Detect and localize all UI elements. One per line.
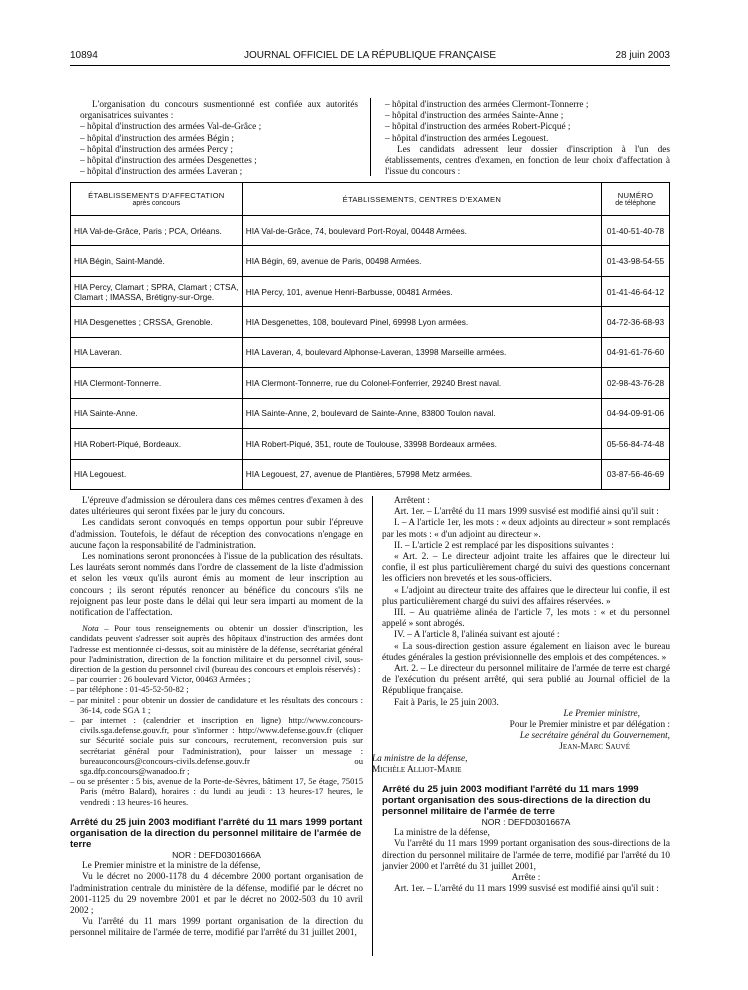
nota-item: – ou se présenter : 5 bis, avenue de la Porte-de-Sèvres, bâtiment 17, 5e étage, 75015 Paris (métro Balard), horaires : du lundi au jeudi : 13 heures-17 heures, le vendredi : 13 heures-16 heures. [70, 776, 363, 807]
cell-affectation: HIA Legouest. [71, 459, 243, 490]
nominations-paragraph: Les nominations seront prononcées à l'issue de la publication des résultats. Les lauréats seront nommés dans l'ordre de classement de la liste d'admission et selon les vœux qu'ils auront émis au moment de leur inscription au concours ; ils seront réputés renoncer au bénéfice du concours s'ils ne rejoignent pas leur poste dans le délai qui leur sera imparti au moment de la notification de l'affectation. [70, 552, 363, 619]
arrete-2-vu: Vu l'arrêté du 11 mars 1999 portant organisation des sous-directions de la direction du personnel militaire de l'armée de terre, modifié par l'arrêté du 10 janvier 2000 et l'arrêté du 31 juillet 2001, [382, 839, 670, 872]
cell-affectation: HIA Desgenettes ; CRSSA, Grenoble. [71, 307, 243, 337]
column-divider [370, 98, 371, 176]
table-row [71, 337, 670, 367]
table-row [71, 398, 670, 428]
quote-sous-direction: « La sous-direction gestion assure également en liaison avec le bureau études générales la gestion prévisionnelle des emplois et des compétences. » [382, 641, 670, 663]
list-item: – hôpital d'instruction des armées Desgenettes ; [80, 156, 257, 167]
column-divider [372, 496, 373, 956]
table-row [71, 246, 670, 276]
cell-affectation: HIA Sainte-Anne. [71, 398, 243, 428]
list-item: – hôpital d'instruction des armées Sainte-Anne ; [385, 111, 564, 122]
signature-title: Le Premier ministre, [563, 708, 640, 719]
cell-centre: HIA Desgenettes, 108, boulevard Pinel, 69998 Lyon armées. [242, 307, 601, 337]
table-row [71, 368, 670, 398]
admission-paragraph: L'épreuve d'admission se déroulera dans ces mêmes centres d'examen à des dates ultérieures qui seront fixées par le jury du concours. [70, 496, 363, 518]
cell-affectation: HIA Bégin, Saint-Mandé. [71, 246, 243, 276]
table-row [71, 459, 670, 490]
cell-telephone: 03-87-56-46-69 [602, 459, 670, 490]
bottom-left-column [70, 496, 363, 940]
signature-name: Jean-Marc Sauvé [559, 742, 630, 753]
paragraph-iii: III. – Au quatrième alinéa de l'article 7, les mots : « et du personnel appelé » sont abrogés. [382, 608, 670, 630]
convocation-paragraph: Les candidats seront convoqués en temps opportun pour subir l'épreuve d'admission. Toutefois, le défaut de réception des convocations n'engage en aucune façon la responsabilité de l'administration. [70, 518, 363, 551]
establishments-table [70, 182, 670, 490]
signature-secretary: Le secrétaire général du Gouvernement, [519, 731, 670, 742]
list-item: – hôpital d'instruction des armées Percy ; [80, 144, 233, 155]
article-2: Art. 2. – Le directeur du personnel militaire de l'armée de terre est chargé de l'exécution du présent arrêté, qui sera publié au Journal officiel de la République française. [382, 664, 670, 697]
cell-centre: HIA Bégin, 69, avenue de Paris, 00498 Armées. [242, 246, 601, 276]
paragraph-iv: IV. – A l'article 8, l'alinéa suivant est ajouté : [394, 630, 560, 641]
column-header-telephone: NUMÉRO de téléphone [602, 183, 670, 216]
cell-telephone: 02-98-43-76-28 [602, 368, 670, 398]
table-row [71, 276, 670, 306]
page-number: 10894 [70, 50, 98, 61]
journal-title: JOURNAL OFFICIEL DE LA RÉPUBLIQUE FRANÇAISE [243, 50, 497, 61]
list-item: – hôpital d'instruction des armées Laveran ; [80, 167, 243, 178]
cell-affectation: HIA Robert-Piqué, Bordeaux. [71, 429, 243, 459]
nota-item: – par téléphone : 01-45-52-50-82 ; [70, 684, 189, 695]
table-row [71, 307, 670, 337]
list-item: – hôpital d'instruction des armées Legouest. [385, 133, 549, 144]
cell-telephone: 01-40-51-40-78 [602, 216, 670, 246]
bottom-right-column [372, 496, 670, 896]
list-item: – hôpital d'instruction des armées Clermont-Tonnerre ; [385, 100, 589, 110]
table-header-row [71, 183, 670, 216]
minister-title: La ministre de la défense, [372, 753, 468, 764]
cell-centre: HIA Clermont-Tonnerre, rue du Colonel-Fonferrier, 29240 Brest naval. [242, 368, 601, 398]
nota-text: – Pour tous renseignements ou obtenir un dossier d'inscription, les candidats peuvent s'adresser soit auprès des hôpitaux d'instruction des armées dont l'adresse est mentionnée ci-dessus, soit au ministère de la défense, secrétariat général pour l'administration, direction de la fonction militaire et du personnel civil, sous-direction de la gestion du personnel civil (bureau des concours et emplois réservés) : [70, 623, 363, 675]
arrete-title: Arrêté du 25 juin 2003 modifiant l'arrêté du 11 mars 1999 portant organisation de la direction du personnel militaire de l'armée de terre [70, 816, 363, 850]
cell-affectation: HIA Percy, Clamart ; SPRA, Clamart ; CTSA, Clamart ; IMASSA, Brétigny-sur-Orge. [71, 276, 243, 306]
fait-a-paris: Fait à Paris, le 25 juin 2003. [394, 697, 499, 708]
candidates-paragraph: Les candidats adressent leur dossier d'inscription à l'un des établissements, centres d'examen, en fonction de leur choix d'affectation à l'issue du concours : [385, 144, 670, 178]
organisation-intro: L'organisation du concours susmentionné est confiée aux autorités organisatrices suivantes : [80, 100, 358, 122]
table-row [71, 429, 670, 459]
arrete-2-article-1: Art. 1er. – L'arrêté du 11 mars 1999 susvisé est modifié ainsi qu'il suit : [394, 884, 659, 895]
cell-telephone: 05-56-84-74-48 [602, 429, 670, 459]
page-header [70, 50, 670, 64]
arrete-vu-decret: Vu le décret no 2000-1178 du 4 décembre 2000 portant organisation de l'administration centrale du ministère de la défense, modifié par le décret no 2001-1125 du 29 novembre 2001 et par le décret no 2002-503 du 10 avril 2002 ; [70, 872, 363, 916]
nor-reference-2: NOR : DEFD0301667A [481, 817, 571, 828]
table-row [71, 216, 670, 246]
cell-centre: HIA Sainte-Anne, 2, boulevard de Sainte-Anne, 83800 Toulon naval. [242, 398, 601, 428]
nota-item: – par courrier : 26 boulevard Victor, 00463 Armées ; [70, 674, 251, 685]
top-left-column [80, 100, 358, 178]
cell-centre: HIA Percy, 101, avenue Henri-Barbusse, 00481 Armées. [242, 276, 601, 306]
cell-centre: HIA Legouest, 27, avenue de Plantières, 57998 Metz armées. [242, 459, 601, 490]
arrete-2-title: Arrêté du 25 juin 2003 modifiant l'arrêté du 11 mars 1999 portant organisation des sous-directions de la direction du personnel militaire de l'armée de terre [382, 784, 651, 818]
issue-date: 28 juin 2003 [615, 50, 670, 61]
nota-block [70, 623, 363, 807]
paragraph-ii: II. – L'article 2 est remplacé par les dispositions suivantes : [394, 540, 614, 551]
arrete-vu-arrete: Vu l'arrêté du 11 mars 1999 portant organisation de la direction du personnel militaire de l'armée de terre, modifié par l'arrêté du 31 juillet 2001, [70, 917, 363, 939]
cell-telephone: 04-72-36-68-93 [602, 307, 670, 337]
signature-delegation: Pour le Premier ministre et par délégation : [509, 720, 670, 731]
nor-reference: NOR : DEFD0301666A [172, 849, 261, 860]
column-header-centres: ÉTABLISSEMENTS, CENTRES D'EXAMEN [242, 183, 601, 216]
arretent: Arrêtent : [394, 496, 430, 506]
paragraph-i: I. – A l'article 1er, les mots : « deux adjoints au directeur » sont remplacés par les mots : « d'un adjoint au directeur ». [382, 518, 670, 540]
header-rule [70, 65, 670, 66]
cell-affectation: HIA Laveran. [71, 337, 243, 367]
list-item: – hôpital d'instruction des armées Robert-Picqué ; [385, 122, 571, 133]
arrete-preamble: Le Premier ministre et la ministre de la défense, [82, 861, 261, 872]
nota-item: – par minitel : pour obtenir un dossier de candidature et les résultats des concours : 36-14, code SGA 1 ; [70, 694, 363, 715]
cell-telephone: 04-94-09-91-06 [602, 398, 670, 428]
list-item: – hôpital d'instruction des armées Bégin ; [80, 133, 235, 144]
column-header-affectation: ÉTABLISSEMENTS D'AFFECTATION après concours [71, 183, 243, 216]
quote-article-2: « Art. 2. – Le directeur adjoint traite les affaires que le directeur lui confie, il est plus particulièrement chargé du suivi des questions concernant les officiers non brevetés et les sous-officiers. [382, 552, 670, 585]
cell-centre: HIA Laveran, 4, boulevard Alphonse-Laveran, 13998 Marseille armées. [242, 337, 601, 367]
quote-adjoint: « L'adjoint au directeur traite des affaires que le directeur lui confie, il est plus particulièrement chargé du suivi des affaires réservées. » [382, 585, 670, 607]
top-right-column [385, 100, 670, 178]
nota-item: – par internet : (calendrier et inscription en ligne) http://www.concours-civils.sga.defense.gouv.fr, pour s'informer : http://www.defense.gouv.fr (cliquer sur Sécurité sociale puis sur concours, recrutement, reconversion puis sur secrétariat général pour l'administration), pour laisser un message : bureauconcours@concours-civils.defense.gouv.fr ou sga.dfp.concours@wanadoo.fr ; [70, 715, 363, 777]
cell-telephone: 01-41-46-64-12 [602, 276, 670, 306]
article-1: Art. 1er. – L'arrêté du 11 mars 1999 susvisé est modifié ainsi qu'il suit : [394, 507, 659, 518]
arrete-2-preamble: La ministre de la défense, [394, 828, 490, 839]
minister-name: Michèle Alliot-Marie [372, 764, 462, 775]
cell-telephone: 01-43-98-54-55 [602, 246, 670, 276]
list-item: – hôpital d'instruction des armées Val-de-Grâce ; [80, 122, 262, 133]
cell-telephone: 04-91-61-76-60 [602, 337, 670, 367]
cell-affectation: HIA Clermont-Tonnerre. [71, 368, 243, 398]
nota-label: Nota [82, 623, 99, 634]
cell-centre: HIA Robert-Piqué, 351, route de Toulouse, 33998 Bordeaux armées. [242, 429, 601, 459]
cell-affectation: HIA Val-de-Grâce, Paris ; PCA, Orléans. [71, 216, 243, 246]
cell-centre: HIA Val-de-Grâce, 74, boulevard Port-Royal, 00448 Armées. [242, 216, 601, 246]
arrete-2-arrete: Arrête : [511, 873, 541, 884]
